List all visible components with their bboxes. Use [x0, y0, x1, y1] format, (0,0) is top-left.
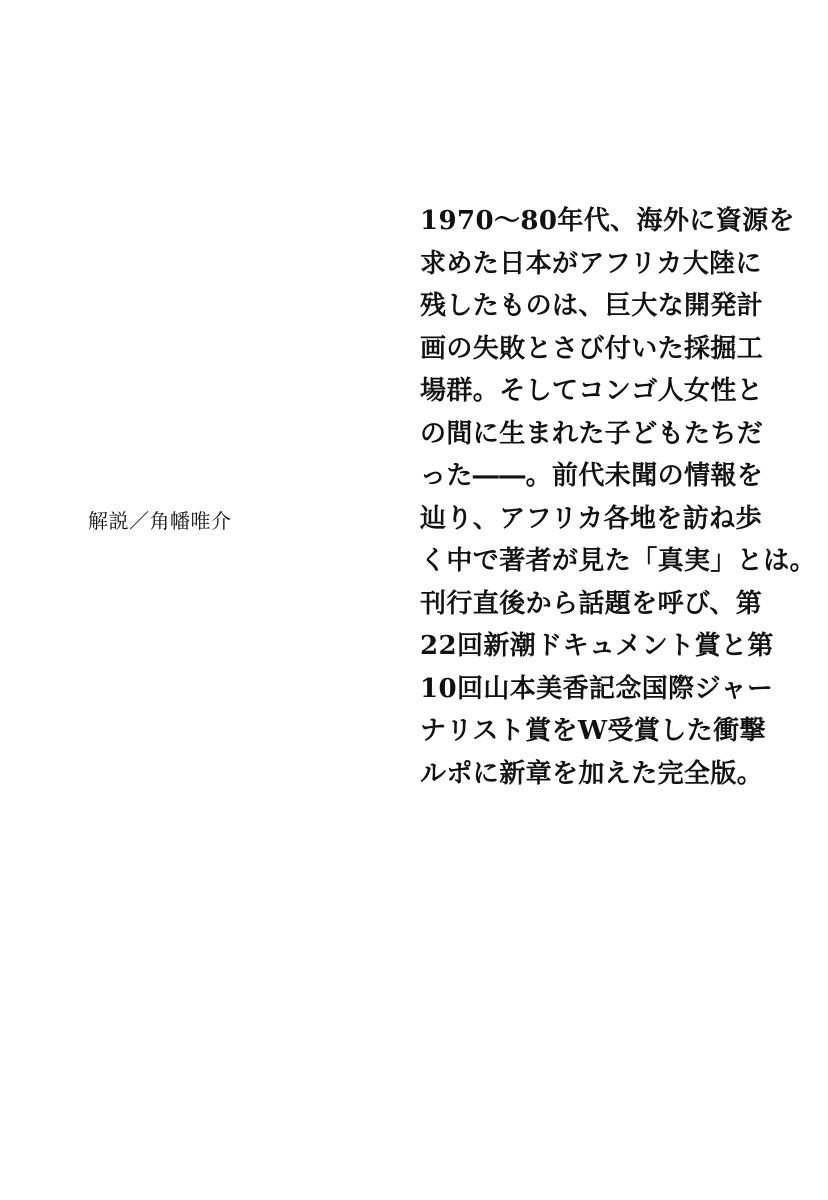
blurb-line: 場群。そしてコンゴ人女性と — [420, 376, 764, 406]
blurb-line: の間に生まれた子どもたちだ — [420, 418, 764, 449]
blurb-line: 1970〜80年代、海外に資源を — [420, 206, 795, 236]
blurb-line: 画の失敗とさび付いた採掘工 — [420, 333, 764, 364]
blurb-line: 辿り、アフリカ各地を訪ね歩 — [420, 503, 762, 534]
blurb-line: 刊行直後から話題を呼び、第 — [420, 588, 763, 619]
blurb-line: ルポに新章を加えた完全版。 — [420, 758, 764, 789]
blurb-line: く中で著者が見た「真実」とは。 — [420, 546, 817, 576]
book-blurb — [420, 200, 820, 795]
blurb-line: 10回山本美香記念国際ジャー — [420, 673, 774, 704]
blurb-line: 求めた日本がアフリカ大陸に — [420, 248, 762, 279]
blurb-line: 22回新潮ドキュメント賞と第 — [420, 631, 774, 661]
blurb-line: ナリスト賞をW受賞した衝撃 — [420, 716, 766, 746]
blurb-line: った――。前代未聞の情報を — [420, 461, 764, 491]
commentary-credit: 解説／角幡唯介 — [88, 509, 232, 533]
blurb-line: 残したものは、巨大な開発計 — [420, 291, 764, 321]
